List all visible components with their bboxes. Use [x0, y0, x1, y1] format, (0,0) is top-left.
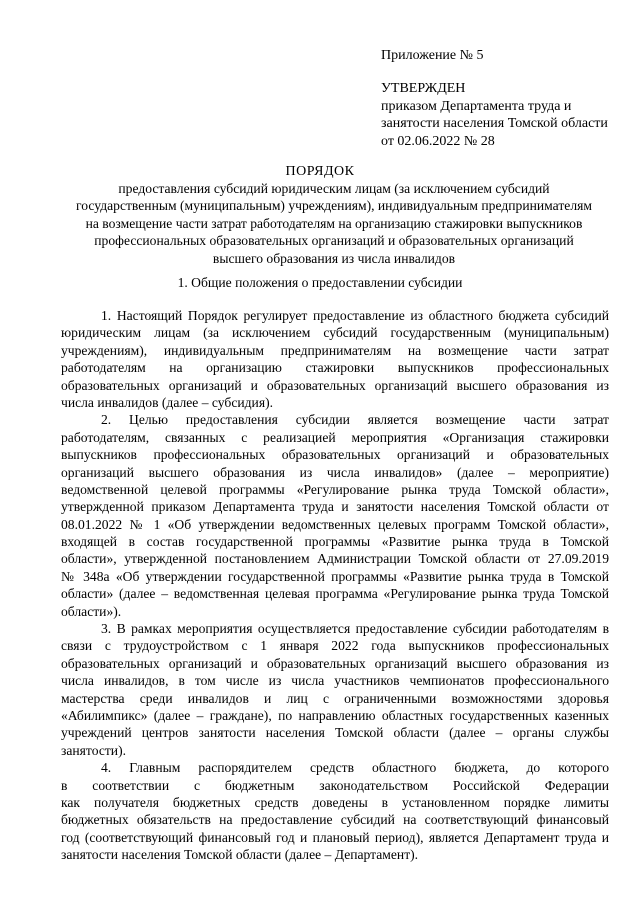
section-heading: 1. Общие положения о предоставлении субсидии — [177, 275, 463, 290]
paragraph-4 — [61, 759, 609, 863]
subtitle-line: на возмещение части затрат работодателям на организацию стажировки выпускников — [85, 215, 583, 231]
paragraph-line: области» (далее – ведомственная целевая программа «Регулирование рынка труда Томской — [61, 586, 609, 602]
paragraph-line: связи с трудоустройством с 1 января 2022 года выпускников профессиональных — [61, 638, 609, 654]
paragraph-line: год (соответствующий финансовый год и плановый период), является Департамент труда и — [61, 829, 609, 845]
paragraph-line: как получателя бюджетных средств доведены в установленном порядке лимиты — [61, 794, 609, 810]
paragraph-line: образовательных организаций и образовательных организаций высшего образования из — [61, 655, 609, 671]
paragraph-line: числа инвалидов (далее – субсидия). — [61, 394, 273, 410]
paragraph-3 — [61, 620, 609, 759]
approval-line: приказом Департамента труда и — [381, 98, 572, 114]
paragraph-line: организаций высшего образования из числа инвалидов» (далее – мероприятие) — [61, 464, 609, 480]
approval-line: УТВЕРЖДЕН — [381, 81, 466, 96]
paragraph-line: области», утвержденной постановлением Администрации Томской области от 27.09.2019 — [61, 551, 609, 567]
subtitle-line: предоставления субсидий юридическим лицам (за исключением субсидий — [118, 181, 550, 196]
paragraph-line: числа инвалидов, в том числе из числа участников чемпионатов профессионального — [61, 673, 609, 689]
paragraph-line: учреждений центров занятости населения Томской области (далее – органы службы — [61, 725, 609, 741]
appendix-label: Приложение № 5 — [381, 48, 484, 63]
subtitle-line: государственным (муниципальным) учреждениям), индивидуальным предпринимателям — [76, 198, 592, 214]
paragraph-2 — [61, 411, 609, 620]
paragraph-line: работодателям, связанных с реализацией мероприятия «Организация стажировки — [61, 429, 609, 445]
approval-line: от 02.06.2022 № 28 — [381, 133, 495, 149]
approval-line: занятости населения Томской области — [381, 116, 608, 131]
paragraph-line: бюджетных обязательств на предоставление субсидий на соответствующий финансовый — [61, 812, 609, 828]
paragraph-line: 08.01.2022 № 1 «Об утверждении ведомственных целевых программ Томской области», — [61, 516, 609, 532]
paragraph-line: № 348а «Об утверждении государственной программы «Развитие рынка труда в Томской — [61, 568, 609, 584]
paragraph-1 — [61, 307, 609, 411]
approval-block — [381, 80, 631, 150]
paragraph-line: 2. Целью предоставления субсидии является возмещение части затрат — [101, 412, 609, 428]
paragraph-line: 3. В рамках мероприятия осуществляется предоставление субсидии работодателям в — [101, 621, 609, 637]
paragraph-line: области»). — [61, 603, 122, 619]
paragraph-line: работодателям на организацию стажировки выпускников профессиональных — [61, 360, 609, 376]
paragraph-line: образовательных организаций и образовательных организаций высшего образования из — [61, 377, 609, 393]
paragraph-line: 1. Настоящий Порядок регулирует предоставление из областного бюджета субсидий — [101, 308, 609, 323]
paragraph-line: мастерства среди инвалидов и лиц с ограниченными возможностями здоровья — [61, 690, 609, 706]
paragraph-line: занятости). — [61, 742, 127, 758]
document-subtitle — [60, 180, 608, 267]
paragraph-line: 4. Главным распорядителем средств областного бюджета, до которого — [101, 760, 609, 776]
paragraph-line: «Абилимпикс» (далее – граждане), по направлению областных государственных казенных — [61, 707, 609, 723]
paragraph-line: утвержденной приказом Департамента труда и занятости населения Томской области от — [61, 499, 609, 515]
paragraph-line: юридическим лицам (за исключением субсидий государственным (муниципальным) — [61, 325, 609, 341]
paragraph-line: в соответствии с бюджетным законодательством Российской Федерации — [61, 777, 609, 793]
paragraph-line: учреждениям), индивидуальным предпринимателям на возмещение части затрат — [61, 342, 609, 358]
paragraph-line: занятости населения Томской области (далее – Департамент). — [61, 847, 419, 863]
paragraph-line: выпускников профессиональных образовательных организаций и образовательных — [61, 447, 609, 463]
paragraph-line: входящей в состав государственной программы «Развитие рынка труда в Томской — [61, 534, 609, 550]
paragraph-line: ведомственной целевой программы «Регулирование рынка труда Томской области», — [61, 481, 609, 497]
document-title: ПОРЯДОК — [285, 164, 355, 179]
document-body — [61, 307, 609, 864]
subtitle-line: высшего образования из числа инвалидов — [212, 250, 456, 266]
subtitle-line: профессиональных образовательных организаций и образовательных организаций — [94, 233, 574, 249]
